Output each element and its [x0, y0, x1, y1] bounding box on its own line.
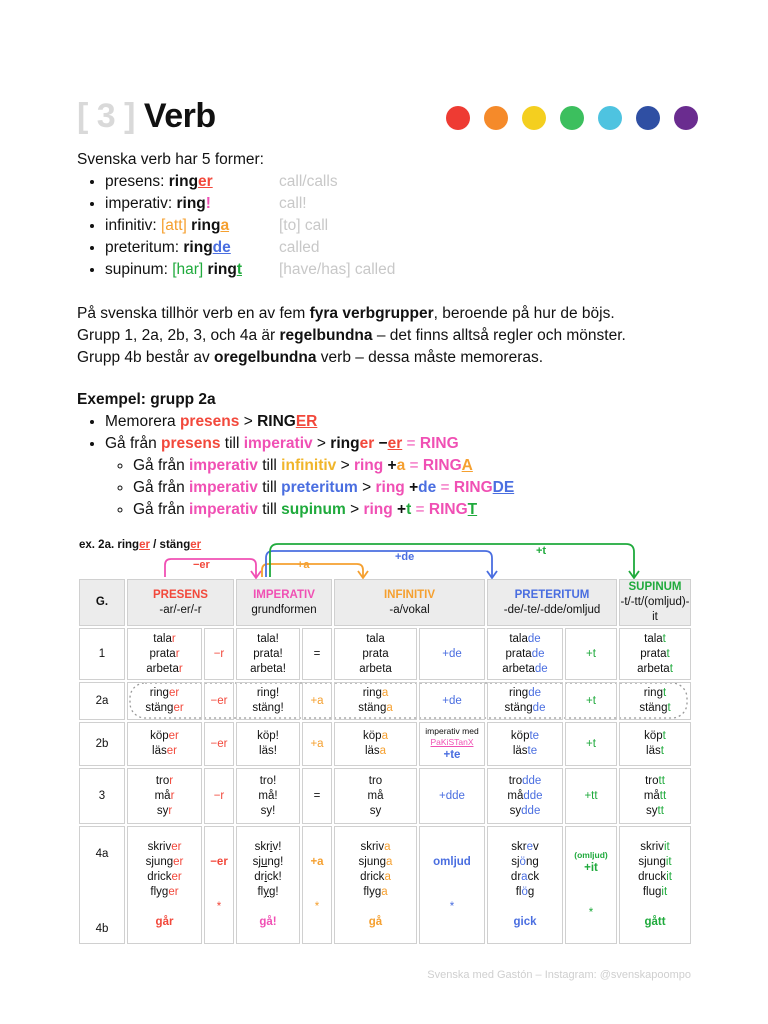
label-plus-de: +de: [395, 551, 415, 563]
example-heading: Exempel: grupp 2a: [77, 391, 216, 408]
label-minus-er: −er: [193, 559, 210, 571]
table-header-row: [79, 579, 691, 626]
arrow-imp-sup: [270, 544, 634, 577]
table-row-group-3: 3 tror mår syr −r tro! må! sy! = tro må sy +dde trodde mådde sydde +tt trott mått sytt: [79, 768, 691, 824]
table-row-group-4: 4a 4b skriver sjunger dricker flyger går −er * skriv! sjung! drick! flyg! gå! +a * skriva sjunga dricka flyga gå omljud * skrev sjöng drack flög gick (omljud) +it * skrivit sjungit druckit flugit gått: [79, 826, 691, 944]
header-imperativ: IMPERATIV grundformen: [236, 579, 332, 626]
groups-paragraph: På svenska tillhör verb en av fem fyra verbgrupper, beroende på hur de böjs. Grupp 1, 2a, 2b, 3, och 4a är regelbundna – det finns alltså regler och mönster. Grupp 4b består av oregelbundna verb – dessa måste memoreras.: [77, 305, 626, 366]
example-step-4: ◦ Gå från imperativ till preteritum > ring +de = RINGDE: [133, 477, 717, 499]
form-preteritum: • preteritum: ringde: [105, 237, 477, 259]
header-preteritum: PRETERITUM -de/-te/-dde/omljud: [487, 579, 617, 626]
example-step-1: • Memorera presens > RINGER: [105, 411, 717, 433]
form-infinitiv: • infinitiv: [att] ringa: [105, 215, 477, 237]
verb-table: [77, 577, 693, 946]
gloss-supinum: [have/has] called: [279, 261, 396, 278]
header-supinum: SUPINUM -t/-tt/(omljud)-it: [619, 579, 691, 626]
label-plus-a: +a: [297, 559, 310, 571]
header-infinitiv: INFINITIV -a/vokal: [334, 579, 485, 626]
header-group: G.: [79, 579, 125, 626]
arrow-imp-inf: [262, 564, 363, 577]
gloss-presens: call/calls: [279, 173, 338, 190]
form-presens: • presens: ringer: [105, 171, 477, 193]
form-supinum: • supinum: [har] ringt: [105, 259, 477, 281]
footer-credit: Svenska med Gastón – Instagram: @svenskapoompo: [427, 969, 691, 981]
gloss-imperativ: call!: [279, 195, 307, 212]
header-presens: PRESENS -ar/-er/-r: [127, 579, 234, 626]
form-imperativ: • imperativ: ring!: [105, 193, 477, 215]
gloss-preteritum: called: [279, 239, 320, 256]
intro-heading: Svenska verb har 5 former:: [77, 151, 264, 168]
table-row-group-2b: 2b köper läser −er köp! läs! +a köpa läsa imperativ med PaKiSTanX +te köpte läste +t köpt läst: [79, 722, 691, 766]
label-plus-t: +t: [536, 545, 547, 557]
gloss-infinitiv: [to] call: [279, 217, 329, 234]
example-step-3: ◦ Gå från imperativ till infinitiv > ring +a = RINGA: [133, 455, 717, 477]
example-step-5: ◦ Gå från imperativ till supinum > ring +t = RINGT: [133, 499, 717, 521]
table-row-group-1: 1 talar pratar arbetar −r tala! prata! arbeta! = tala prata arbeta +de talade pratade arbetade +t talat pratat arbetat: [79, 628, 691, 680]
arrow-pres-imp: [165, 559, 256, 577]
chapter-number: [ 3 ]: [77, 97, 135, 135]
table-row-group-2a: 2a ringer stänger −er ring! stäng! +a ringa stänga +de ringde stängde +t ringt stängt: [79, 682, 691, 720]
diagram-example-label: ex. 2a. ringer / stänger: [79, 539, 202, 551]
chapter-title: Verb: [143, 97, 216, 135]
example-step-2: • Gå från presens till imperativ > ringer −er = RING: [105, 433, 717, 455]
